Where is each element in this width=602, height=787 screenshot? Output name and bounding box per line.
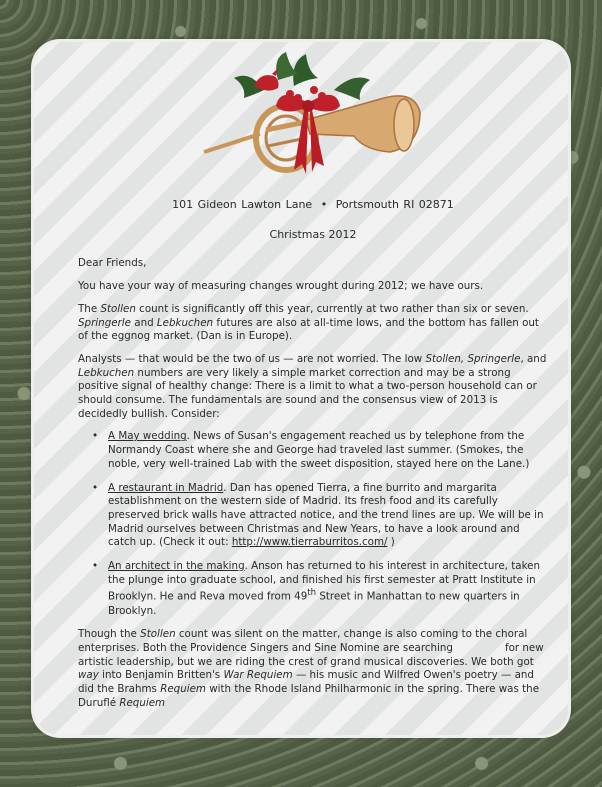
address-separator: • [320,198,328,211]
letter-date: Christmas 2012 [269,227,357,241]
letter-body [78,198,548,720]
street-address: 101 Gideon Lawton Lane [172,198,313,211]
text-run: with the Rhode Island Philharmonic in the spring. There was the Duruflé [78,683,540,709]
text-run: and [131,316,157,329]
paragraph-4 [78,628,548,710]
city-state-zip: Portsmouth RI 02871 [335,198,454,211]
bullet-title: A restaurant in Madrid [108,481,224,494]
paragraph-2 [78,303,548,344]
italic-term: Requiem [160,683,206,696]
text-run: The [78,302,101,315]
list-item [102,482,548,551]
text-run: , and [520,352,547,365]
italic-term: Stollen [140,628,176,641]
italic-term: Requiem [119,696,166,709]
text-run: Street in Manhattan to new quarters in Brooklyn. [108,590,520,617]
text-run: count was silent on the matter, change is also coming to the choral enterprises. Both the Providence Singers and Sine Nomine are searching [78,628,528,654]
bullet-title: An architect in the making [108,560,245,573]
restaurant-link[interactable]: http://www.tierraburritos.com/ [231,536,388,549]
superscript: th [307,588,317,599]
text-run: Though the [78,628,141,641]
list-item [102,430,548,471]
text-run: ) [387,536,395,549]
text-run: . Dan has opened Tierra, a fine burrito and margarita establishment on the western side of Madrid. Its fresh food and its carefully preserved brick walls have attracted notice, and the trend lines are up. We will be in Madrid ourselves between Christmas and New Years, to have a look around and catch up. (Check it out: [108,481,544,549]
paragraph-3 [78,353,548,422]
text-run: into Benjamin Britten's [98,669,224,682]
text-run: Analysts — that would be the two of us — are not worried. The low [78,352,426,365]
text-run: . News of Susan's engagement reached us by telephone from the Normandy Coast where she and George had traveled last summer. (Smokes, the noble, very well-trained Lab with the sweet disposition, stayed here on the Lane.) [108,430,530,470]
list-item [102,560,548,618]
text-run: count is significantly off this year, currently at two rather than six or seven. [135,302,529,315]
italic-term: Lebkuchen [156,316,214,329]
letter-paper [34,42,568,735]
italic-term: way [78,669,99,682]
text-run: futures are also at all-time lows, and the bottom has fallen out of the eggnog market. (Dan is in Europe). [78,316,539,343]
address-line [78,198,548,212]
text-run: for new artistic leadership, but we are riding the crest of grand musical discoveries. We both got [78,642,544,668]
italic-term: Stollen [100,302,136,315]
text-run: numbers are very likely a simple market correction and may be a strong positive signal of healthy change: There is a limit to what a two-person household can or should consume. The fundamentals are sound and the consensus view of 2013 is decidedly bullish. Consider: [78,366,537,420]
bullet-list [78,430,548,618]
italic-term: Springerle [78,316,131,329]
italic-term: Stollen, Springerle [425,352,521,365]
italic-term: War Requiem [223,669,293,682]
text-run: — his music and Wilfred Owen's poetry — and did the Brahms [78,669,534,696]
bullet-title: A May wedding [108,430,187,443]
paragraph-1: You have your way of measuring changes wrought during 2012; we have ours. [78,280,484,293]
holly-horn-ornament-icon [194,50,422,190]
text-run: . Anson has returned to his interest in architecture, taken the plunge into graduate school, and finished his first semester at Pratt Institute in Brooklyn. He and Reva moved from 49 [108,560,541,603]
italic-term: Lebkuchen [78,366,135,379]
greeting: Dear Friends, [78,257,147,270]
